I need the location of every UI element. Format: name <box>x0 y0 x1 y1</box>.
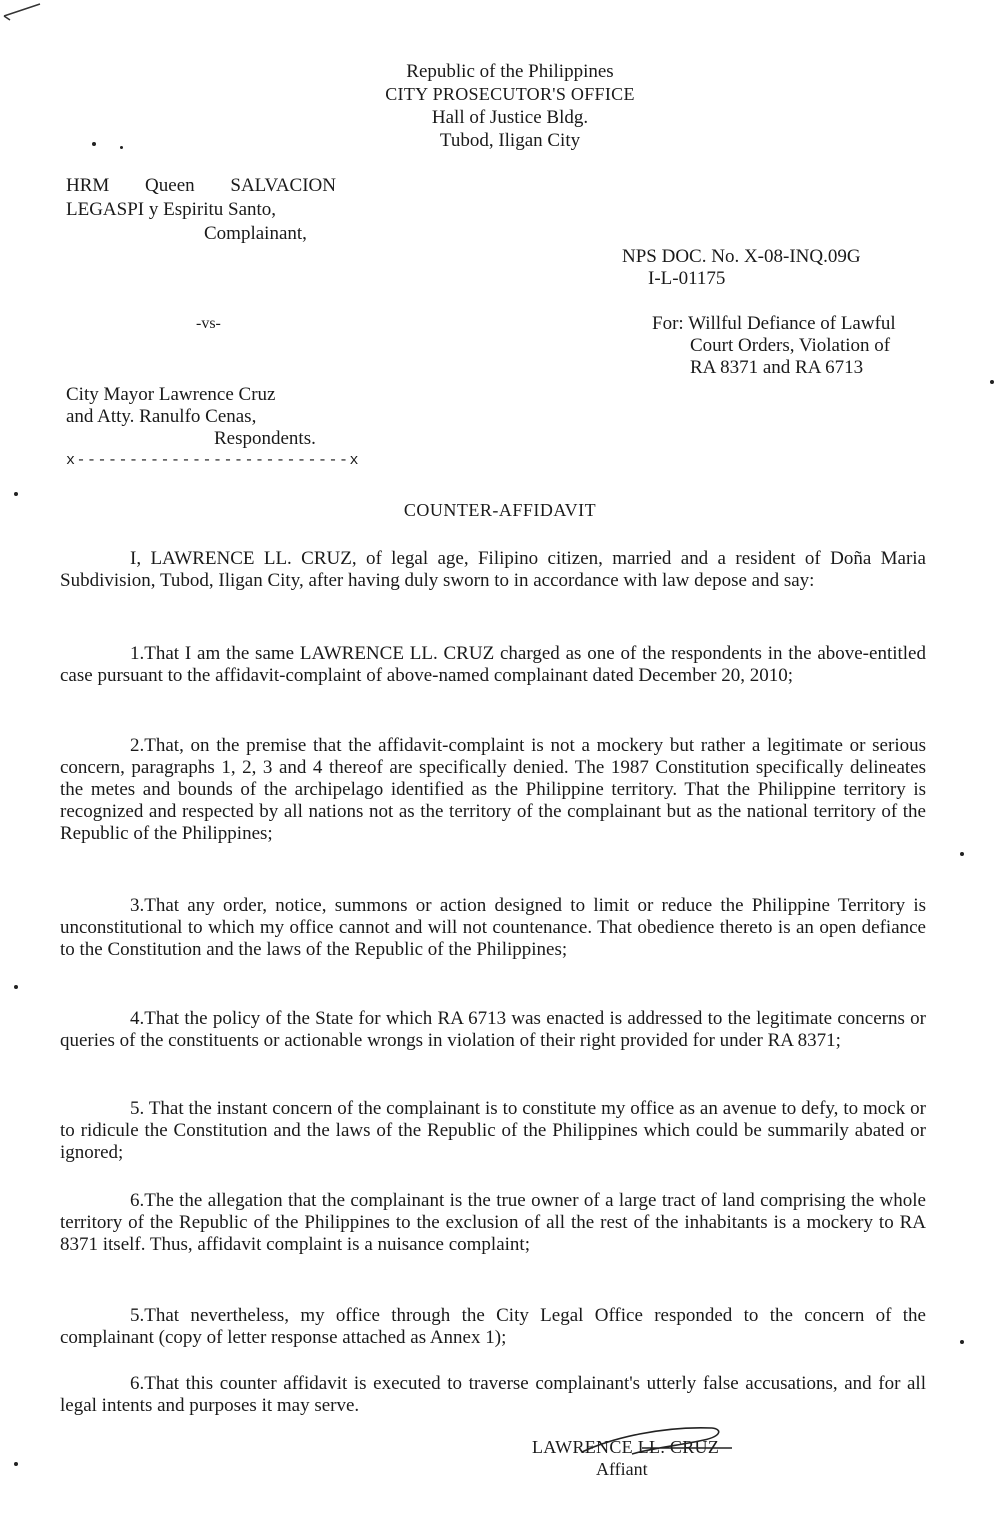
paragraph-3: 3.That any order, notice, summons or action designed to limit or reduce the Philippine Territory is unconstitutional to which my office cannot and will not countenance. That obedience thereto is an open defiance to the Constitution and the laws of the Republic of the Philippines; <box>60 895 926 960</box>
versus-label: -vs- <box>196 315 221 332</box>
doc-number: NPS DOC. No. X-08-INQ.09G <box>622 246 861 267</box>
header-address: Tubod, Iligan City <box>439 130 581 151</box>
handwritten-signature <box>572 1418 742 1462</box>
signature-block <box>532 1436 742 1480</box>
scan-dot <box>14 1462 18 1466</box>
charge-line3: RA 8371 and RA 6713 <box>690 357 864 378</box>
caption-separator: x--------------------------x <box>66 452 361 469</box>
respondents-role: Respondents. <box>214 428 316 449</box>
complainant-block <box>66 174 336 246</box>
complainant-role: Complainant, <box>204 223 307 244</box>
paragraph-6: 6.The the allegation that the complainant is the true owner of a large tract of land comprising the whole territory of the Republic of the Philippines to the exclusion of all the rest of the inhabitants is a mockery to RA 8371 itself. Thus, affidavit complaint is a nuisance complaint; <box>60 1190 926 1255</box>
paragraph-7: 5.That nevertheless, my office through the City Legal Office responded to the concern of the complainant (copy of letter response attached as Annex 1); <box>60 1305 926 1348</box>
scan-dot <box>14 492 18 496</box>
header-building: Hall of Justice Bldg. <box>431 107 589 128</box>
paragraph-4: 4.That the policy of the State for which RA 6713 was enacted is addressed to the legitimate concerns or queries of the constituents or actionable wrongs in violation of their right provided for under RA 8371; <box>60 1008 926 1051</box>
document-title: COUNTER-AFFIDAVIT <box>403 500 597 520</box>
complainant-first-name: SALVACION <box>230 175 336 196</box>
scan-mark <box>0 0 60 24</box>
scan-dot <box>120 146 123 149</box>
scan-dot <box>960 1340 964 1344</box>
respondents-block <box>66 384 316 450</box>
charge-line2: Court Orders, Violation of <box>690 335 891 356</box>
case-number: I-L-01175 <box>648 268 726 289</box>
document-header <box>300 60 720 152</box>
scan-dot <box>990 380 994 384</box>
scan-dot <box>960 852 964 856</box>
case-reference <box>622 246 896 379</box>
paragraph-8: 6.That this counter affidavit is executed to traverse complainant's utterly false accusations, and for all legal intents and purposes it may serve. <box>60 1373 926 1416</box>
respondents-line1: City Mayor Lawrence Cruz <box>66 384 276 405</box>
affiant-label: Affiant <box>596 1459 648 1479</box>
paragraph-1: 1.That I am the same LAWRENCE LL. CRUZ charged as one of the respondents in the above-entitled case pursuant to the affidavit-complaint of above-named complainant dated December 20, 2010; <box>60 643 926 686</box>
complainant-name-line2: LEGASPI y Espiritu Santo, <box>66 199 277 220</box>
complainant-title: HRM <box>66 175 110 196</box>
respondents-line2: and Atty. Ranulfo Cenas, <box>66 406 257 427</box>
paragraph-2: 2.That, on the premise that the affidavit-complaint is not a mockery but rather a legitimate or serious concern, paragraphs 1, 2, 3 and 4 thereof are specifically denied. The 1987 Constitution specifically delineates the metes and bounds of the archipelago identified as the Philippine territory. That the Philippine territory is recognized and respected by all nations not as the territory of the complainant but as the national territory of the Republic of the Philippines; <box>60 735 926 844</box>
header-office: CITY PROSECUTOR'S OFFICE <box>385 84 635 104</box>
affiant-name: LAWRENCE LL. CRUZ <box>532 1437 720 1457</box>
charge-line1: For: Willful Defiance of Lawful <box>652 313 896 334</box>
complainant-name-line1 <box>66 174 336 198</box>
header-republic: Republic of the Philippines <box>406 61 614 82</box>
scan-dot <box>14 985 18 989</box>
complainant-queen: Queen <box>145 175 195 196</box>
scan-dot <box>92 142 96 146</box>
intro-paragraph: I, LAWRENCE LL. CRUZ, of legal age, Filipino citizen, married and a resident of Doña Maria Subdivision, Tubod, Iligan City, after having duly sworn to in accordance with law depose and say: <box>60 548 926 591</box>
paragraph-5: 5. That the instant concern of the complainant is to constitute my office as an avenue to defy, to mock or to ridicule the Constitution and the laws of the Republic of the Philippines which could be summarily abated or ignored; <box>60 1098 926 1163</box>
